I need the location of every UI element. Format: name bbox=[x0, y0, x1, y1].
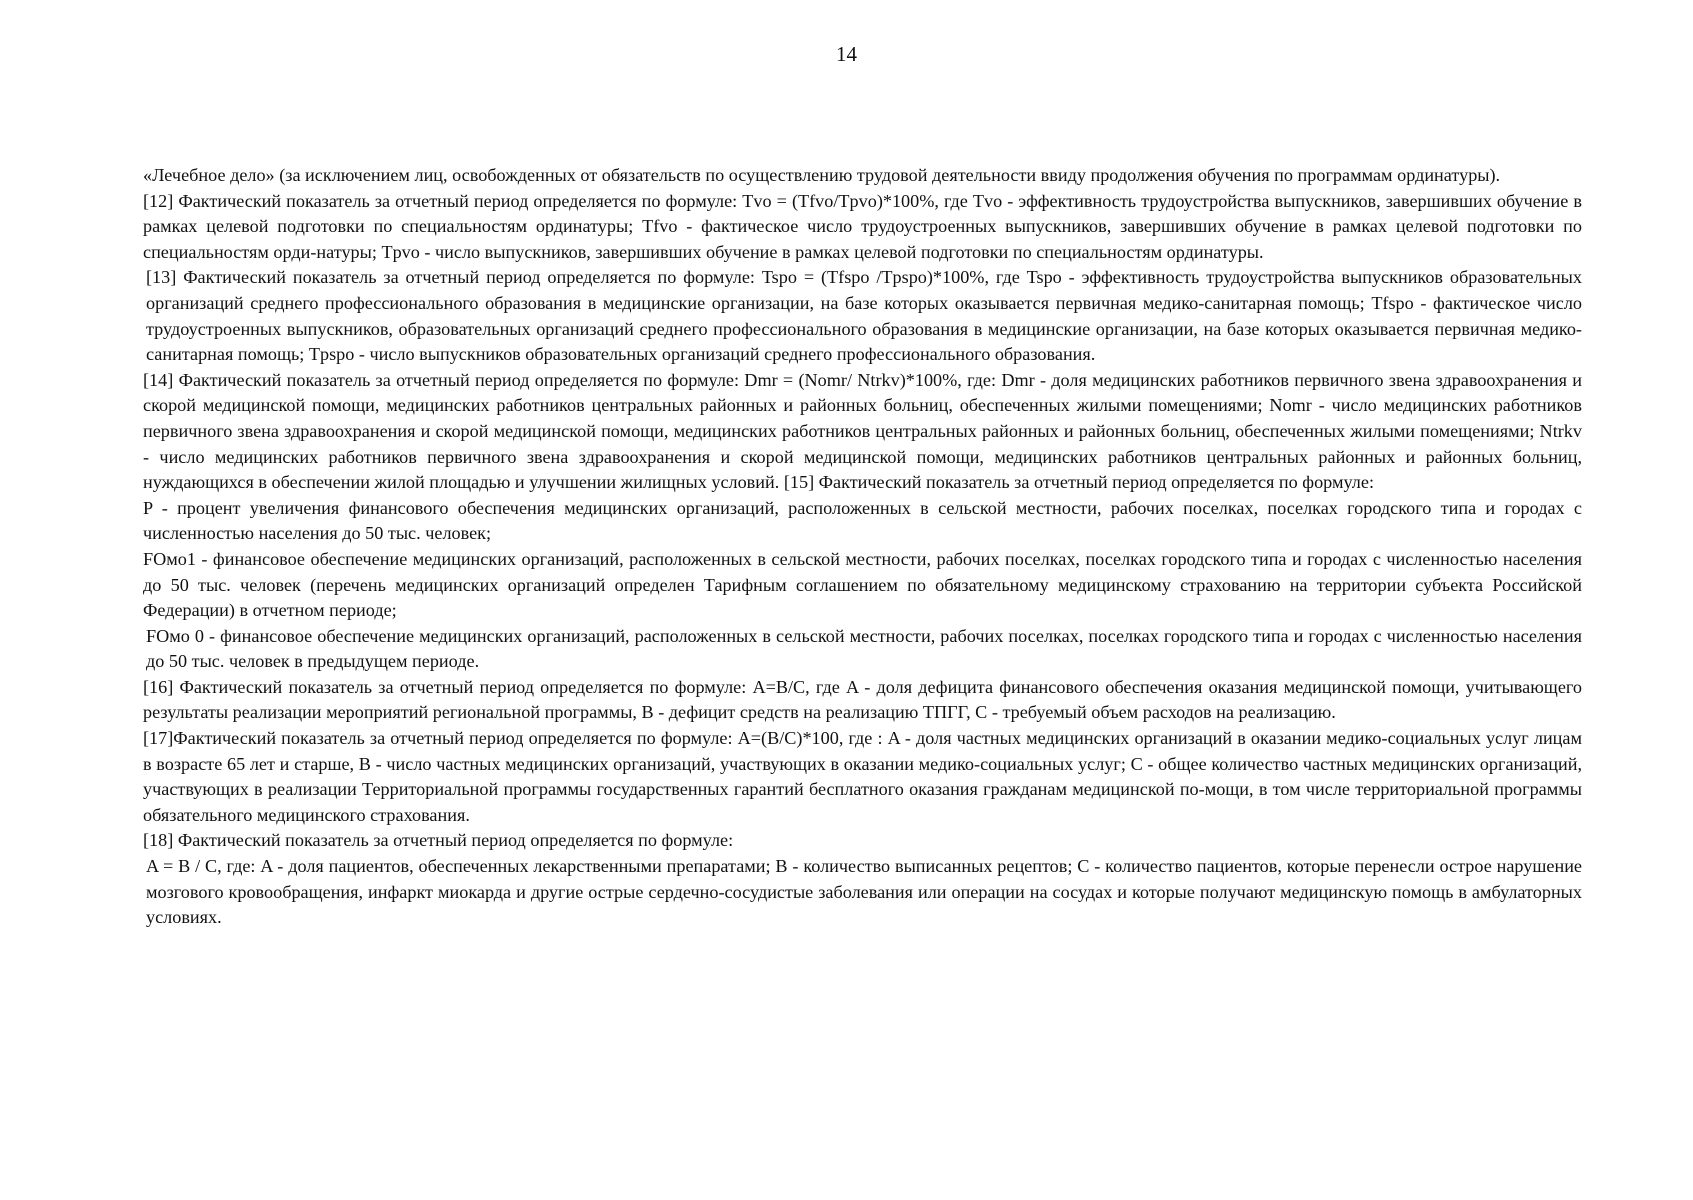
footnote-12: [12] Фактический показатель за отчетный период определяется по формуле: Tvo = (Tfvo/Tpvo)*100%, где Tvo - эффективность трудоустройства выпускников, завершивших обучение в рамках целевой подготовки по специальностям ординатуры; Tfvo - фактическое число трудоустроенных выпускников, завершивших обучение в рамках целевой подготовки по специальностям орди-натуры; Tpvo - число выпускников, завершивших обучение в рамках целевой подготовки по специальностям ординатуры. bbox=[143, 190, 1582, 262]
footnote-18: [18] Фактический показатель за отчетный период определяется по формуле: bbox=[143, 830, 734, 851]
footnote-14-15: [14] Фактический показатель за отчетный период определяется по формуле: Dmr = (Nomr/ Ntrkv)*100%, где: Dmr - доля медицинских работников первичного звена здравоохранения и скорой медицинской помощи, медицинских работников центральных районных и районных больниц, обеспеченных жилыми помещениями; Nomr - число медицинских работников первичного звена здравоохранения и скорой медицинской помощи, медицинских работников центральных районных и районных больниц, обеспеченных жилыми помещениями; Ntrkv - число медицинских работников первичного звена здравоохранения и скорой медицинской помощи, медицинских работников центральных районных и районных больниц, нуждающихся в обеспечении жилой площадью и улучшении жилищных условий. [15] Фактический показатель за отчетный период определяется по формуле: bbox=[143, 369, 1582, 493]
definition-fomo0: FOмо 0 - финансовое обеспечение медицинских организаций, расположенных в сельской местности, рабочих поселках, поселках городского типа и городах с численностью населения до 50 тыс. человек в предыдущем периоде. bbox=[146, 625, 1582, 672]
definition-p: P - процент увеличения финансового обеспечения медицинских организаций, расположенных в сельской местности, рабочих поселках, поселках городского типа и городах с численностью населения до 50 тыс. человек; bbox=[143, 497, 1582, 544]
footnote-16: [16] Фактический показатель за отчетный период определяется по формуле: A=B/C, где A - доля дефицита финансового обеспечения оказания медицинской помощи, учитывающего результаты реализации мероприятий региональной программы, B - дефицит средств на реализацию ТПГГ, C - требуемый объем расходов на реализацию. bbox=[143, 676, 1582, 723]
definition-fomo1: FOмо1 - финансовое обеспечение медицинских организаций, расположенных в сельской местности, рабочих поселках, поселках городского типа и городах с численностью населения до 50 тыс. человек (перечень медицинских организаций определен Тарифным соглашением по обязательному медицинскому страхованию на территории субъекта Российской Федерации) в отчетном периоде; bbox=[143, 548, 1582, 621]
formula-18: A = B / C, где: A - доля пациентов, обеспеченных лекарственными препаратами; B - количество выписанных рецептов; C - количество пациентов, которые перенесли острое нарушение мозгового кровообращения, инфаркт миокарда и другие острые сердечно-сосудистые заболевания или операции на сосудах и которые получают медицинскую помощь в амбулаторных условиях. bbox=[146, 856, 1582, 928]
page-number: 14 bbox=[836, 42, 857, 66]
paragraph-continuation: «Лечебное дело» (за исключением лиц, освобожденных от обязательств по осуществлению трудовой деятельности ввиду продолжения обучения по программам ординатуры). bbox=[143, 165, 1501, 185]
document-body bbox=[143, 163, 1582, 931]
footnote-17: [17]Фактический показатель за отчетный период определяется по формуле: A=(B/C)*100, где : A - доля частных медицинских организаций в оказании медико-социальных услуг лицам в возрасте 65 лет и старше, B - число частных медицинских организаций, участвующих в оказании медико-социальных услуг; C - общее количество частных медицинских организаций, участвующих в реализации Территориальной программы государственных гарантий бесплатного оказания гражданам медицинской по-мощи, в том числе территориальной программы обязательного медицинского страхования. bbox=[143, 728, 1582, 825]
footnote-13: [13] Фактический показатель за отчетный период определяется по формуле: Tspo = (Tfspo /Tpspo)*100%, где Tspo - эффективность трудоустройства выпускников образовательных организаций среднего профессионального образования в медицинские организации, на базе которых оказывается первичная медико-санитарная помощь; Tfspo - фактическое число трудоустроенных выпускников, образовательных организаций среднего профессионального образования в медицинские организации, на базе которых оказывается первичная медико-санитарная помощь; Tpspo - число выпускников образовательных организаций среднего профессионального образования. bbox=[146, 267, 1582, 365]
